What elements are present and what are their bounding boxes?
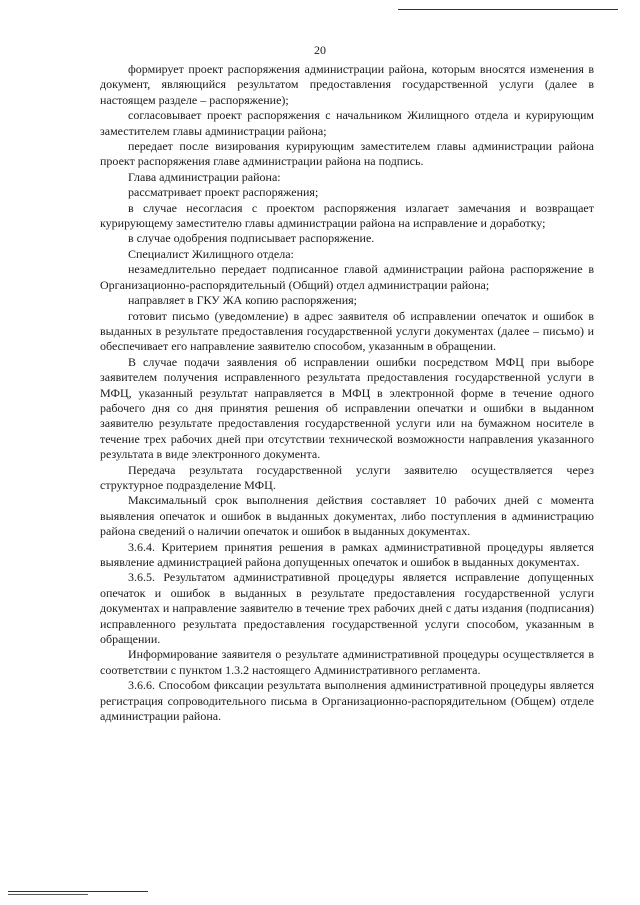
footer-rule-secondary xyxy=(8,894,88,895)
paragraph: В случае подачи заявления об исправлении ошибки посредством МФЦ при выборе заявителем получения исправленного результата предоставления государственной услуги в МФЦ, указанный результат направляется в МФЦ в электронной форме в течение одного рабочего дня со дня принятия решения об исправлении опечатки и ошибки в выданном заявителю результате предоставления государственной услуги или на бумажном носителе в течение трех рабочих дней при отсутствии технической возможности направления указанного результата в виде электронного документа. xyxy=(100,354,594,462)
header-rule xyxy=(398,9,618,10)
paragraph: передает после визирования курирующим заместителем главы администрации района проект распоряжения главе администрации района на подпись. xyxy=(100,139,594,169)
paragraph: 3.6.4. Критерием принятия решения в рамках административной процедуры является выявление администрацией района допущенных опечаток и ошибок в выданных документах. xyxy=(100,539,594,569)
paragraph: направляет в ГКУ ЖА копию распоряжения; xyxy=(128,293,357,308)
paragraph: 3.6.5. Результатом административной процедуры является исправление допущенных опечаток и ошибок в выданных в результате предоставления государственной услуги документах и направление заявителю в течение трех рабочих дней с даты издания (подписания) исправленного результата предоставления государственной услуги способом, указанным в обращении. xyxy=(100,570,594,647)
paragraph: Специалист Жилищного отдела: xyxy=(128,246,294,261)
paragraph: согласовывает проект распоряжения с начальником Жилищного отдела и курирующим заместителем главы администрации района; xyxy=(100,108,594,138)
paragraph: Передача результата государственной услуги заявителю осуществляется через структурное подразделение МФЦ. xyxy=(100,462,594,492)
document-body xyxy=(100,62,594,724)
paragraph: Информирование заявителя о результате административной процедуры осуществляется в соответствии с пунктом 1.3.2 настоящего Административного регламента. xyxy=(100,647,594,677)
paragraph: Максимальный срок выполнения действия составляет 10 рабочих дней с момента выявления опечаток и ошибок в выданных документах, либо поступления в администрацию района сведений о наличии опечаток и ошибок в выданных документах. xyxy=(100,493,594,539)
paragraph: незамедлительно передает подписанное главой администрации района распоряжение в Организационно-распорядительный (Общий) отдел администрации района; xyxy=(100,262,594,292)
page-number: 20 xyxy=(314,43,326,57)
paragraph: в случае одобрения подписывает распоряжение. xyxy=(128,231,375,246)
footer-rule xyxy=(8,891,148,892)
paragraph: рассматривает проект распоряжения; xyxy=(128,185,319,200)
paragraph: в случае несогласия с проектом распоряжения излагает замечания и возвращает курирующему заместителю главы администрации района на исправление и доработку; xyxy=(100,200,594,231)
paragraph: формирует проект распоряжения администрации района, которым вносятся изменения в документ, являющийся результатом предоставления государственной услуги (далее в настоящем разделе – распоряжение); xyxy=(100,62,594,107)
paragraph: Глава администрации района: xyxy=(128,169,281,184)
paragraph: готовит письмо (уведомление) в адрес заявителя об исправлении опечаток и ошибок в выданных в результате предоставления государственной услуги документах (далее – письмо) и обеспечивает его направление заявителю способом, указанным в обращении. xyxy=(100,308,594,354)
paragraph: 3.6.6. Способом фиксации результата выполнения административной процедуры является регистрация сопроводительного письма в Организационно-распорядительном (Общем) отделе администрации района. xyxy=(100,678,594,724)
